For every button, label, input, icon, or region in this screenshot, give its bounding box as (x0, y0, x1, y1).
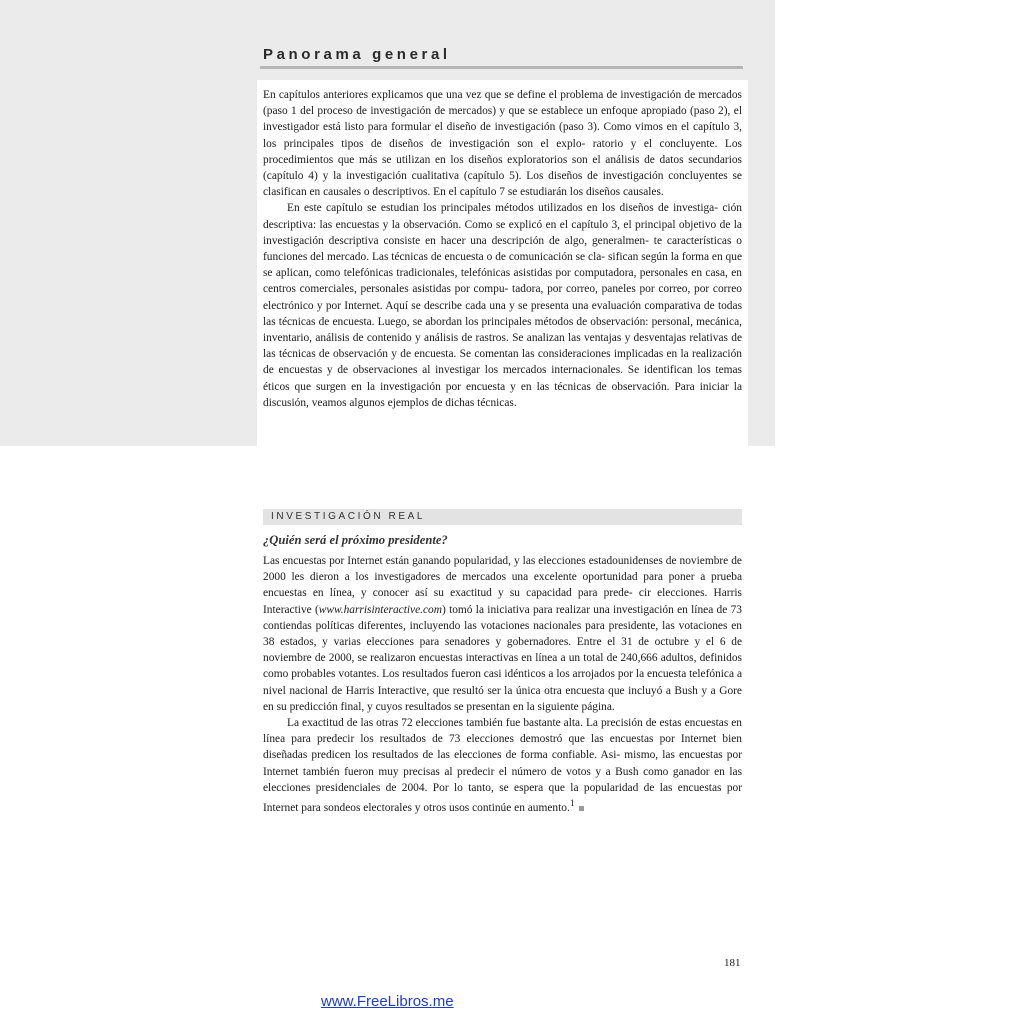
real-research-body (263, 553, 742, 816)
section-heading: Panorama general (263, 46, 451, 63)
harris-link-text: www.harrisinteractive.com (318, 603, 442, 616)
overview-paragraph-1: En capítulos anteriores explicamos que una vez que se define el problema de investigación de mercados (paso 1 del proceso de investigación de mercados) y que se establece un enfoque apropiado (paso 2), el investigador está listo para formular el diseño de investigación (paso 3). Como vimos en el capítulo 3, los principales tipos de diseños de investigación son el explo- ratorio y el concluyente. Los procedimientos que más se utilizan en los diseños exploratorios son el análisis de datos secundarios (capítulo 4) y la investigación cualitativa (capítulo 5). Los diseños de investigación concluyentes se clasifican en causales o descriptivos. En el capítulo 7 se estudiarán los diseños causales. (263, 89, 742, 199)
end-square-icon (579, 806, 584, 811)
heading-rule (260, 66, 743, 69)
footer-link[interactable]: www.FreeLibros.me (321, 993, 454, 1010)
real-paragraph-1-start: Las encuestas por Internet están ganando popularidad, y las elecciones estadounidenses de noviembre de 2000 les dieron a los investigadores de mercados una excelente oportunidad para poner a prueba encuestas en línea, y conocer así su exactitud y su capacidad para prede- cir elecciones. Harris Interactive ( (263, 555, 742, 616)
real-paragraph-2-text: La exactitud de las otras 72 elecciones también fue bastante alta. La precisión de estas encuestas en línea para predecir los resultados de 73 elecciones demostró que las encuestas por Internet bien diseñadas predicen los resultados de las elecciones de forma confiable. Asi- mismo, las encuestas por Internet también fueron muy precisas al predecir el número de votos y a Bush como ganador en las elecciones presidenciales de 2004. Por lo tanto, se espera que la popularidad de las encuestas por Internet para sondeos electorales y otros usos continúe en aumento. (263, 717, 742, 814)
overview-body (263, 87, 742, 411)
real-research-label: INVESTIGACIÓN REAL (271, 511, 426, 522)
real-research-bar (263, 509, 742, 525)
real-paragraph-1-end: ) tomó la iniciativa para realizar una investigación en línea de 73 contiendas políticas diferentes, incluyendo las votaciones nacionales para presidente, las votaciones en 38 estados, y varias elecciones para senadores y gobernadores. Entre el 31 de octubre y el 6 de noviembre de 2000, se realizaron encuestas interactivas en línea a un total de 240,666 adultos, definidos como probables votantes. Los resultados fueron casi idénticos a los arrojados por la encuesta telefónica a nivel nacional de Harris Interactive, que resultó ser la única otra encuesta que incluyó a Bush y a Gore en su predicción final, y cuyos resultados se presentan en la siguiente página. (263, 603, 742, 713)
page-number: 181 (724, 957, 741, 969)
real-paragraph-2 (263, 715, 742, 816)
real-paragraph-1 (263, 553, 742, 715)
overview-paragraph-2: En este capítulo se estudian los principales métodos utilizados en los diseños de investiga- ción descriptiva: las encuestas y la observación. Como se explicó en el capítulo 3, el principal objetivo de la investigación descriptiva consiste en hacer una descripción de algo, generalmen- te características o funciones del mercado. Las técnicas de encuesta o de comunicación se cla- sifican según la forma en que se aplican, como telefónicas tradicionales, telefónicas asistidas por computadora, personales en casa, en centros comerciales, personales asistidas por compu- tadora, por correo, paneles por correo, por correo electrónico y por Internet. Aquí se describe cada una y se presenta una evaluación comparativa de todas las técnicas de encuesta. Luego, se abordan los principales métodos de observación: personal, mecánica, inventario, análisis de contenido y análisis de rastros. Se analizan las ventajas y desventajas relativas de las técnicas de observación y de encuesta. Se comentan las consideraciones implicadas en la realización de encuestas y de observaciones al investigar los mercados internacionales. Se identifican los temas éticos que surgen en la investigación por encuesta y en las técnicas de observación. Para iniciar la discusión, veamos algunos ejemplos de dichas técnicas. (263, 202, 742, 409)
real-research-title: ¿Quién será el próximo presidente? (263, 533, 448, 547)
footnote-marker: 1 (569, 799, 575, 810)
